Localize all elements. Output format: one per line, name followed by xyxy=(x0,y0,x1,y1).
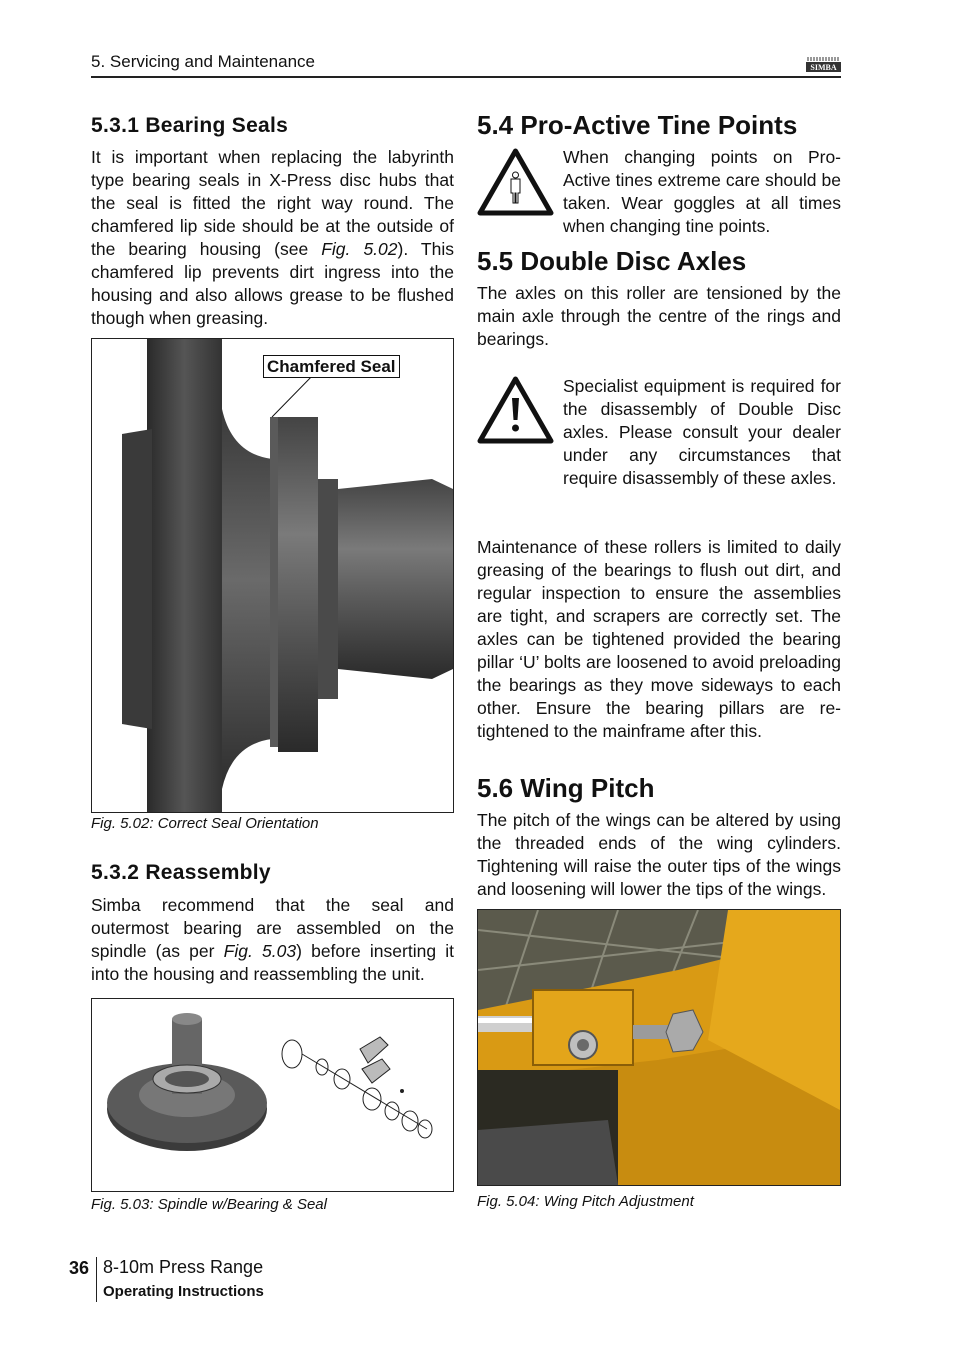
section-5-4-text: When changing points on Pro-Active tines extreme care should be taken. Wear goggles at all times when changing tine points. xyxy=(563,147,841,236)
section-5-3-1-text: It is important when replacing the labyrinth type bearing seals in X-Press disc hubs that the seal is fitted the right way round. The chamfered lip side should be at the outside of the bearing housing (see Fig. 5.02). This chamfered lip prevents dirt ingress into the housing and also allows grease to be flushed though when greasing. xyxy=(91,147,454,328)
figure-reference: Fig. 5.02 xyxy=(321,239,398,259)
wing-pitch-photo xyxy=(478,910,840,1185)
svg-text:SIMBA: SIMBA xyxy=(810,63,837,72)
simba-logo xyxy=(806,56,841,73)
spindle-image xyxy=(92,999,453,1191)
running-header: 5. Servicing and Maintenance xyxy=(91,52,315,71)
chamfered-seal-label: Chamfered Seal xyxy=(263,355,400,378)
caution-warning-icon xyxy=(477,376,554,444)
section-5-5-text: The axles on this roller are tensioned by the main axle through the centre of the rings and bearings. xyxy=(477,283,841,349)
section-5-5-maintenance-text: Maintenance of these rollers is limited to daily greasing of the bearings to flush out dirt, and regular inspection to ensure the assemblies are tight, and scrapers are correctly set. The axles can be tightened provided the bearing pillar ‘U’ bolts are loosened to avoid preloading the bearings as they move sideways to each other. Ensure the bearing pillars are re- tightened to the mainframe after this. xyxy=(477,537,841,741)
page-number: 36 xyxy=(69,1258,90,1278)
section-5-4-title: 5.4 Pro-Active Tine Points xyxy=(477,110,798,140)
figure-5-03-caption: Fig. 5.03: Spindle w/Bearing & Seal xyxy=(91,1196,327,1213)
header-rule xyxy=(91,76,841,78)
section-5-6-text: The pitch of the wings can be altered by using the threaded ends of the wing cylinders. Tightening will raise the outer tips of the wings and loosening will lower the tips of the wings. xyxy=(477,810,841,899)
footer-divider xyxy=(96,1257,97,1302)
section-5-3-2-text: Simba recommend that the seal and outermost bearing are assembled on the spindle (as per Fig. 5.03) before inserting it into the housing and reassembling the unit. xyxy=(91,895,454,984)
figure-5-04 xyxy=(477,909,841,1186)
section-5-3-1-title: 5.3.1 Bearing Seals xyxy=(91,114,289,137)
section-5-5-warning-text: Specialist equipment is required for the disassembly of Double Disc axles. Please consult your dealer under any circumstances that require disassembly of these axles. xyxy=(563,376,841,488)
footer-subtitle: Operating Instructions xyxy=(103,1283,264,1300)
seal-image xyxy=(92,339,453,812)
section-5-3-2-title: 5.3.2 Reassembly xyxy=(91,861,271,884)
figure-5-02 xyxy=(91,338,454,813)
figure-5-04-caption: Fig. 5.04: Wing Pitch Adjustment xyxy=(477,1193,694,1210)
section-5-5-title: 5.5 Double Disc Axles xyxy=(477,246,747,276)
figure-5-02-caption: Fig. 5.02: Correct Seal Orientation xyxy=(91,815,319,832)
section-5-6-title: 5.6 Wing Pitch xyxy=(477,773,655,803)
goggles-warning-icon xyxy=(477,148,554,216)
figure-5-03 xyxy=(91,998,454,1192)
footer-title: 8-10m Press Range xyxy=(103,1257,264,1277)
figure-reference: Fig. 5.03 xyxy=(223,941,297,961)
